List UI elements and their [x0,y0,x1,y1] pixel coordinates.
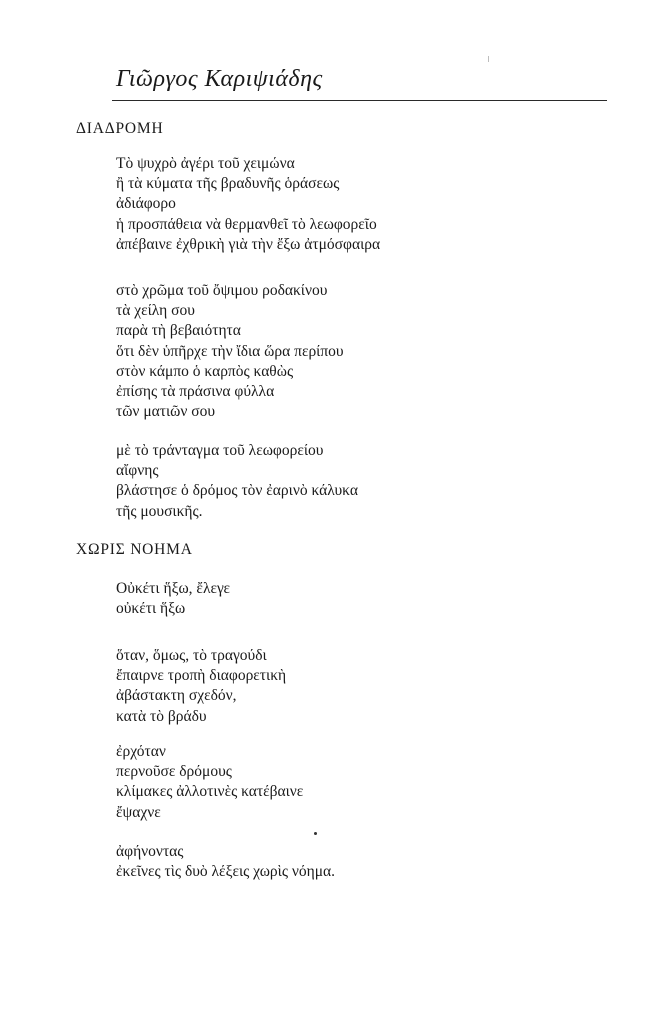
header-rule [112,100,607,101]
poem-title-diadromi: ΔΙΑΔΡΟΜΗ [76,120,164,137]
stanza [116,842,335,882]
poem-line: τῆς μουσικῆς. [116,502,203,520]
stanza [116,281,344,422]
poem-line: ἐπίσης τὰ πράσινα φύλλα [116,382,275,400]
poem-line: τὰ χείλη σου [116,302,195,320]
poem-line: ἀπέβαινε ἐχθρικὴ γιὰ τὴν ἔξω ἀτμόσφαιρα [116,235,381,253]
poem-line: κλίμακες ἀλλοτινὲς κατέβαινε [116,783,304,801]
poem-line: ὅταν, ὅμως, τὸ τραγούδι [116,647,267,664]
poem-line: οὐκέτι ἥξω [116,600,186,618]
poem-line: κατὰ τὸ βράδυ [116,707,207,725]
poem-line: παρὰ τὴ βεβαιότητα [116,322,241,340]
stanza [116,742,303,823]
poem-line: ἔπαιρνε τροπὴ διαφορετικὴ [116,667,287,685]
poem-line: ἀφήνοντας [116,843,184,860]
margin-mark [488,56,489,62]
poem-line: ἐρχόταν [116,743,166,760]
poem-title-choris-noima: ΧΩΡΙΣ ΝΟΗΜΑ [76,541,193,558]
poem-line: Τὸ ψυχρὸ ἀγέρι τοῦ χειμώνα [116,155,295,172]
poem-line: τῶν ματιῶν σου [116,403,216,421]
poem-line: ἡ προσπάθεια νὰ θερμανθεῖ τὸ λεωφορεῖο [116,215,377,233]
poem-line: ἀδιάφορο [116,195,176,213]
poem-line: ἢ τὰ κύματα τῆς βραδυνῆς ὁράσεως [116,175,340,193]
poem-line: ἀβάστακτη σχεδόν, [116,687,237,705]
poem-line: βλάστησε ὁ δρόμος τὸν ἐαρινὸ κάλυκα [116,482,358,500]
ink-speck [314,832,317,835]
poem-line: αἴφνης [116,462,159,480]
stanza [116,579,230,619]
poem-line: περνοῦσε δρόμους [116,763,232,781]
poem-line: ὅτι δὲν ὑπῆρχε τὴν ἴδια ὥρα περίπου [116,342,344,360]
author-header: Γιῶργος Καριψιάδης [116,66,323,92]
poem-line: ἐκεῖνες τὶς δυὸ λέξεις χωρὶς νόημα. [116,863,335,881]
stanza [116,154,380,255]
poem-line: στὸ χρῶμα τοῦ ὄψιμου ροδακίνου [116,282,328,299]
poem-line: Οὐκέτι ἥξω, ἔλεγε [116,580,231,597]
stanza [116,441,358,522]
poem-line: μὲ τὸ τράνταγμα τοῦ λεωφορείου [116,442,324,459]
poem-line: ἔψαχνε [116,803,161,821]
stanza [116,646,286,727]
poem-line: στὸν κάμπο ὁ καρπὸς καθὼς [116,362,294,380]
